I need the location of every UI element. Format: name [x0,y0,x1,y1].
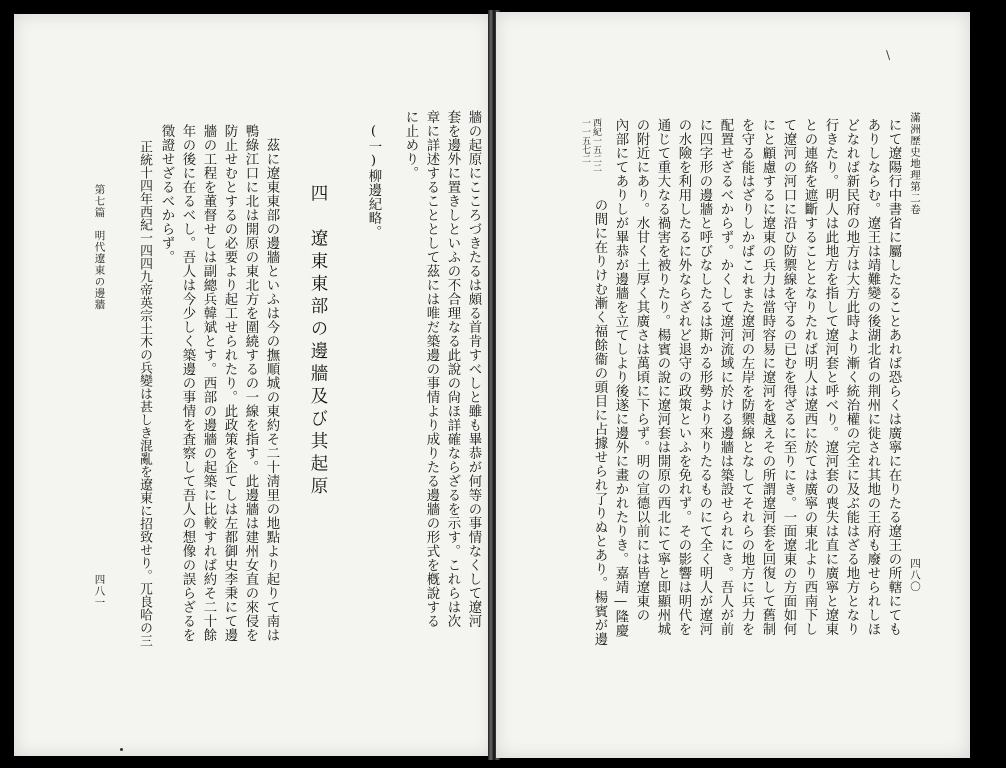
left-page [14,14,492,756]
text-line: 鴨綠江口に北は開原の東北方を圍繞するの一線を指す。此邊牆は建州女直の來侵を [243,124,258,642]
text-line: 牆の工程を董督せしは副總兵韓斌とす。西部の邊牆の起築に比較すれば約そ二十餘 [201,124,216,642]
page-number: 四八〇 [909,558,921,593]
text-line: 徵證せざるべからず。 [159,124,174,264]
text-line: 茲に遼東東部の邊牆といふは今の撫順城の東約そ二十淸里の地點より起りて南は [264,138,279,642]
text-line: 章に詳述することとして茲には唯だ築邊の事情より成りたる邊牆の形式を槪說する [424,110,439,628]
marginal-date: 西紀一五二二 [591,118,601,172]
text-line: 通じて重大なる禍害を被りたり。楊賓の說に遼河套は開原の西北にて寧と即顯州城 [655,118,670,636]
section-heading: 四 遼東東部の邊牆及び其起原 [308,184,328,499]
text-line: の間に在りけむ漸く福餘衞の頭目に占據せられ了りぬとあり。楊賓が邊 [592,198,607,646]
text-line: ありしならむ。遼王は靖難變の後湖北省の荆州に徙され其地の王府も廢せられしほ [865,118,880,636]
text-line: どなれば新民府の地方は大方此時より漸く統治權の完全に及ぶ能はざる地方となり [844,118,859,636]
text-line: の水險を利用したるに外ならざれど退守の政策といふを免れず。その影響は明代を [676,118,691,636]
text-line: 正統十四年西紀一四四九帝英宗土木の兵變は甚しき混亂を遼東に招致せり。兀良哈の三 [137,140,152,647]
running-header: 滿洲歷史地理第二卷 [909,112,921,216]
text-line: 行きたり。明人は此地方を指して遼河套と呼べり。遼河套の喪失は直に廣寧と遼東 [823,118,838,636]
text-line: 配置せざるべからず。かくして遼河流域に於ける邊牆は築設せられにき。吾人が前 [718,118,733,636]
text-line: 內部にてありしが畢恭が邊牆を立てしより後遂に邊外に畫かれたりき。嘉靖—隆慶 [613,118,628,638]
text-line: にて遼陽行中書省に屬したることあれば恐らくは廣寧に在りたる遼王の所轄にても [886,118,901,636]
text-line: 年の後に在るべし。吾人は今少しく築邊の事情を査察して吾人の想像の誤らざるを [180,124,195,642]
text-line: に止めり。 [403,110,418,180]
footnote: (一)柳邊紀略。 [366,124,381,240]
right-page [496,12,970,758]
text-line: て遼河の河口に沿ひ防禦線を守るの已むを得ざるに至りにき。一面遼東の方面如何 [781,118,796,636]
text-line: を守る能はざりしかばこれまた遼河の左岸を防禦線となしてそれらの地方に兵力を [739,118,754,636]
text-line: との連絡を遮斷することとなりたれば明人は遼西に於ては廣寧の東北より西南下し [802,118,817,636]
marginal-date: 一一五七二 [580,118,590,163]
speck [120,748,123,751]
text-line: に四字形の邊牆と呼びなしたるは斯かる形勢より來りたるものにて全く明人が遼河 [697,118,712,636]
text-line: にと顧慮するに遼東の兵力は當時容易に遼河を越えその所謂遼河套を回復して舊制 [760,118,775,636]
text-line: 套を邊外に置きしといふの不合理なる此說の尙ほ詳確ならざるを示す。これらは次 [445,110,460,628]
text-line: の附近にあり。水甘く土厚く其廣さは萬頃に下らず。明の宣德以前には皆遼東の [634,118,649,622]
pen-mark: / [882,48,894,62]
running-footer: 第七篇 明代遼東の邊牆 [93,184,106,311]
page-number: 四八一 [93,574,106,609]
text-line: 防止せむとするの必要より起工せられたり。此政策を企てしは左都御史李秉にて邊 [222,124,237,642]
text-line: 牆の起原にこころづきたるは頗る首肯すべしと雖も畢恭が何等の事情なくして遼河 [466,110,481,628]
